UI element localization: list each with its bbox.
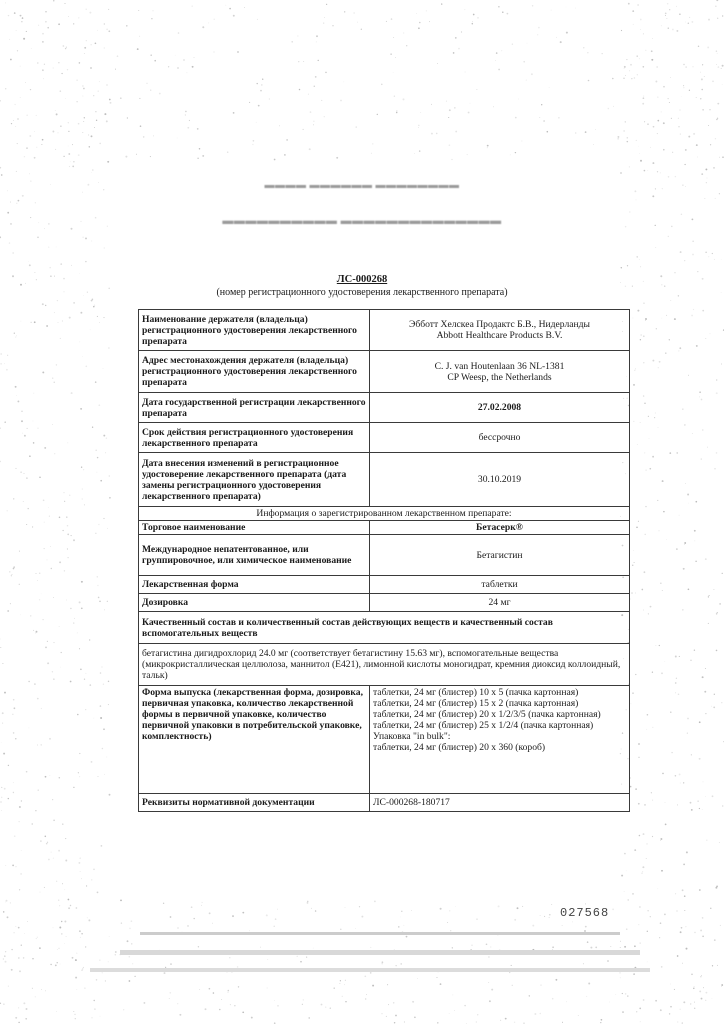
table-row	[139, 393, 630, 423]
form-label: Лекарственная форма	[139, 576, 370, 594]
table-row	[139, 453, 630, 507]
validity-value: бессрочно	[370, 423, 630, 453]
table-row	[139, 576, 630, 594]
release-form-value	[370, 686, 630, 794]
normative-label: Реквизиты нормативной документации	[139, 794, 370, 812]
holder-name-label: Наименование держателя (владельца) регистрационного удостоверения лекарственного препарата	[139, 310, 370, 351]
changes-date-value: 30.10.2019	[370, 453, 630, 507]
table-row	[139, 423, 630, 453]
release-form-label: Форма выпуска (лекарственная форма, дозировка, первичная упаковка, количество лекарственной формы в первичной упаковке, количество первичной упаковки в потребительской упаковке, комплектность)	[139, 686, 370, 794]
table-row	[139, 507, 630, 521]
table-row	[139, 521, 630, 535]
dosage-value: 24 мг	[370, 594, 630, 612]
release-line: таблетки, 24 мг (блистер) 10 х 5 (пачка картонная)	[373, 687, 579, 698]
table-row	[139, 535, 630, 576]
reg-date-value: 27.02.2008	[370, 393, 630, 423]
composition-label: Качественный состав и количественный состав действующих веществ и качественный состав вспомогательных веществ	[139, 612, 630, 644]
registration-number: ЛС-000268	[336, 274, 388, 285]
inn-label: Международное непатентованное, или группировочное, или химическое наименование	[139, 535, 370, 576]
holder-address-label: Адрес местонахождения держателя (владельца) регистрационного удостоверения лекарственного препарата	[139, 351, 370, 393]
composition-value: бетагистина дигидрохлорид 24.0 мг (соответствует бетагистину 15.63 мг), вспомогательные вещества (микрокристаллическая целлюлоза, маннитол (Е421), лимонной кислоты моногидрат, кремния диоксид коллоидный, тальк)	[139, 644, 630, 686]
holder-address-line1: C. J. van Houtenlaan 36 NL-1381	[434, 360, 565, 372]
validity-label: Срок действия регистрационного удостоверения лекарственного препарата	[139, 423, 370, 453]
info-header: Информация о зарегистрированном лекарственном препарате:	[139, 507, 630, 521]
table-row	[139, 310, 630, 351]
changes-label: Дата внесения изменений в регистрационное удостоверение лекарственного препарата (дата замены регистрационного удостоверения лекарственного препарата)	[139, 453, 370, 507]
release-line: таблетки, 24 мг (блистер) 25 х 1/2/4 (пачка картонная)	[373, 720, 594, 731]
faded-certificate-title: ▬▬▬▬▬▬▬▬▬▬ ▬▬▬▬▬▬▬▬▬▬▬▬▬▬	[222, 215, 502, 227]
registration-table	[138, 309, 630, 812]
inn-value: Бетагистин	[370, 535, 630, 576]
faded-ministry-header: ▬▬▬▬ ▬▬▬▬▬▬ ▬▬▬▬▬▬▬▬	[264, 180, 460, 191]
table-row	[139, 612, 630, 644]
holder-address-value	[370, 351, 630, 393]
holder-address-line2: CP Weesp, the Netherlands	[447, 371, 552, 383]
table-row	[139, 594, 630, 612]
registration-number-caption: (номер регистрационного удостоверения лекарственного препарата)	[216, 287, 508, 298]
table-row	[139, 794, 630, 812]
table-row	[139, 351, 630, 393]
trade-name-label: Торговое наименование	[139, 521, 370, 535]
form-value: таблетки	[370, 576, 630, 594]
trade-name-value: Бетасерк®	[370, 521, 630, 535]
release-line: таблетки, 24 мг (блистер) 20 х 360 (короб)	[373, 742, 546, 753]
holder-name-en: Abbott Healthcare Products B.V.	[436, 330, 563, 341]
table-row	[139, 644, 630, 686]
holder-name-ru: Эбботт Хелскеа Продактс Б.В., Нидерланды	[408, 319, 590, 330]
reg-date-label: Дата государственной регистрации лекарственного препарата	[139, 393, 370, 423]
normative-value: ЛС-000268-180717	[370, 794, 630, 812]
page-number: 027568	[560, 906, 610, 920]
release-line: таблетки, 24 мг (блистер) 20 х 1/2/3/5 (пачка картонная)	[373, 709, 601, 720]
table-row	[139, 686, 630, 794]
dosage-label: Дозировка	[139, 594, 370, 612]
release-line: Упаковка "in bulk":	[373, 731, 451, 742]
holder-name-value	[370, 310, 630, 351]
release-line: таблетки, 24 мг (блистер) 15 х 2 (пачка картонная)	[373, 698, 579, 709]
